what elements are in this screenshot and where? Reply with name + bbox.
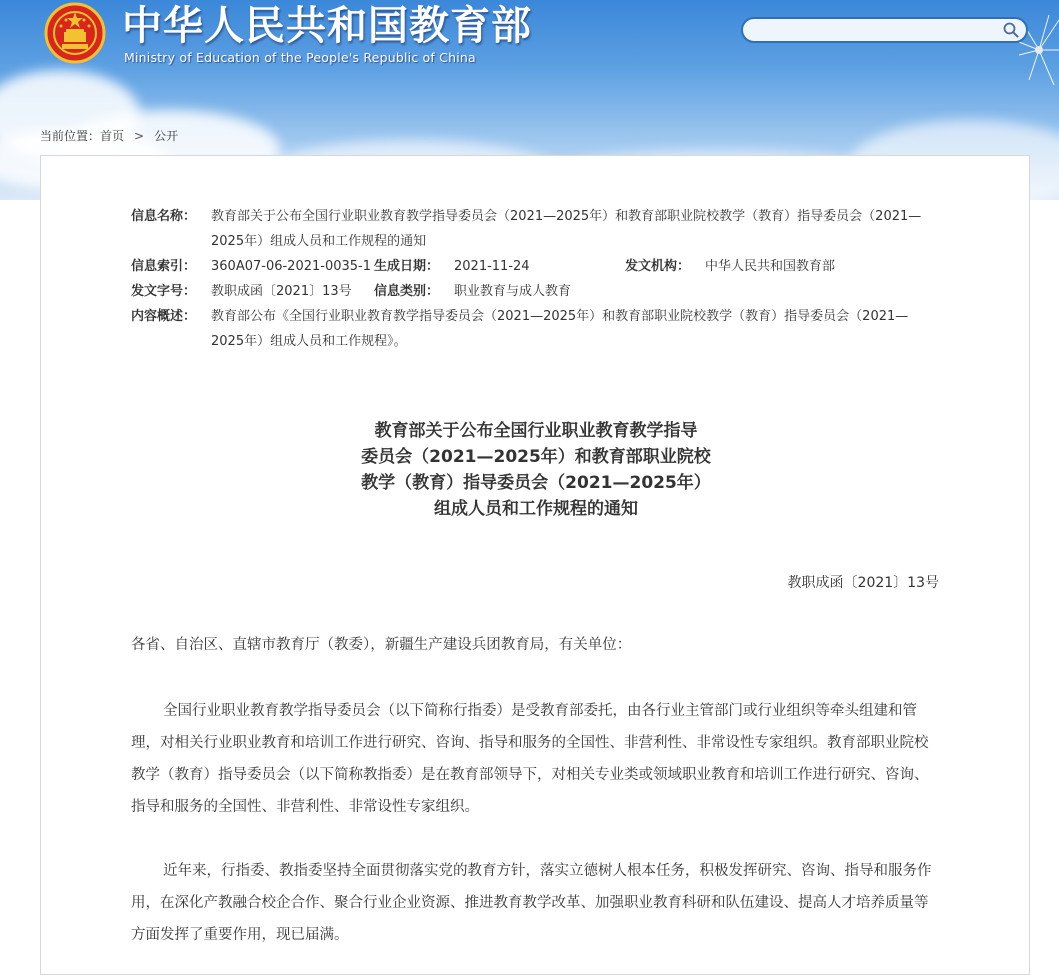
- meta-category-key: 信息类别：: [374, 284, 440, 299]
- meta-row-index: [131, 254, 951, 279]
- meta-org-value: 中华人民共和国教育部: [705, 259, 836, 274]
- meta-name-value: 教育部关于公布全国行业职业教育教学指导委员会（2021—2025年）和教育部职业院校教学（教育）指导委员会（2021—2025年）组成人员和工作规程的通知: [211, 209, 922, 249]
- article-container: [40, 155, 1030, 975]
- national-emblem-icon: [44, 2, 106, 64]
- breadcrumb: [40, 127, 178, 144]
- document-title-line: 教学（教育）指导委员会（2021—2025年）: [361, 473, 711, 493]
- breadcrumb-label: 当前位置：: [40, 129, 101, 143]
- document-title-line: 委员会（2021—2025年）和教育部职业院校: [361, 447, 711, 467]
- document-title: [41, 418, 1031, 522]
- document-number: 教职成函〔2021〕13号: [787, 575, 939, 591]
- meta-row-summary: [131, 304, 951, 354]
- breadcrumb-public-link[interactable]: 公开: [154, 129, 179, 143]
- meta-org-key: 发文机构：: [625, 259, 691, 274]
- document-paragraph: 近年来，行指委、教指委坚持全面贯彻落实党的教育方针，落实立德树人根本任务，积极发挥研究、咨询、指导和服务作用，在深化产教融合校企合作、聚合行业企业资源、推进教育教学改革、加强职业教育科研和队伍建设、提高人才培养质量等方面发挥了重要作用，现已届满。: [131, 863, 932, 943]
- meta-row-name: [131, 204, 951, 254]
- meta-summary-value: 教育部公布《全国行业职业教育教学指导委员会（2021—2025年）和教育部职业院校教学（教育）指导委员会（2021—2025年）组成人员和工作规程》。: [211, 309, 909, 349]
- meta-index-value: 360A07-06-2021-0035-1: [211, 259, 371, 274]
- site-subtitle: Ministry of Education of the People's Republic of China: [124, 50, 476, 65]
- search-input[interactable]: [751, 20, 1000, 42]
- search-box: [741, 17, 1028, 43]
- meta-index-key: 信息索引：: [131, 259, 197, 274]
- site-title[interactable]: 中华人民共和国教育部: [122, 3, 532, 49]
- meta-name-key: 信息名称：: [131, 209, 197, 224]
- meta-summary-key: 内容概述：: [131, 309, 197, 324]
- document-salutation: 各省、自治区、直辖市教育厅（教委），新疆生产建设兵团教育局，有关单位：: [131, 637, 632, 653]
- document-title-line: 教育部关于公布全国行业职业教育教学指导: [374, 421, 698, 441]
- meta-docno-key: 发文字号：: [131, 284, 197, 299]
- breadcrumb-separator: >: [134, 129, 145, 143]
- meta-row-docno: [131, 279, 951, 304]
- document-paragraph: 全国行业职业教育教学指导委员会（以下简称行指委）是受教育部委托，由各行业主管部门或行业组织等牵头组建和管理，对相关行业职业教育和培训工作进行研究、咨询、指导和服务的全国性、非营利性、非常设性专家组织。教育部职业院校教学（教育）指导委员会（以下简称教指委）是在教育部领导下，对相关专业类或领域职业教育和培训工作进行研究、咨询、指导和服务的全国性、非营利性、非常设性专家组织。: [131, 703, 929, 815]
- meta-category-value: 职业教育与成人教育: [454, 284, 572, 299]
- meta-docno-value: 教职成函〔2021〕13号: [211, 284, 352, 299]
- meta-date-key: 生成日期：: [374, 259, 440, 274]
- breadcrumb-home-link[interactable]: 首页: [100, 129, 125, 143]
- info-metadata-table: [131, 204, 951, 354]
- search-icon[interactable]: [1002, 21, 1020, 39]
- meta-date-value: 2021-11-24: [454, 259, 530, 274]
- document-title-line: 组成人员和工作规程的通知: [434, 499, 638, 519]
